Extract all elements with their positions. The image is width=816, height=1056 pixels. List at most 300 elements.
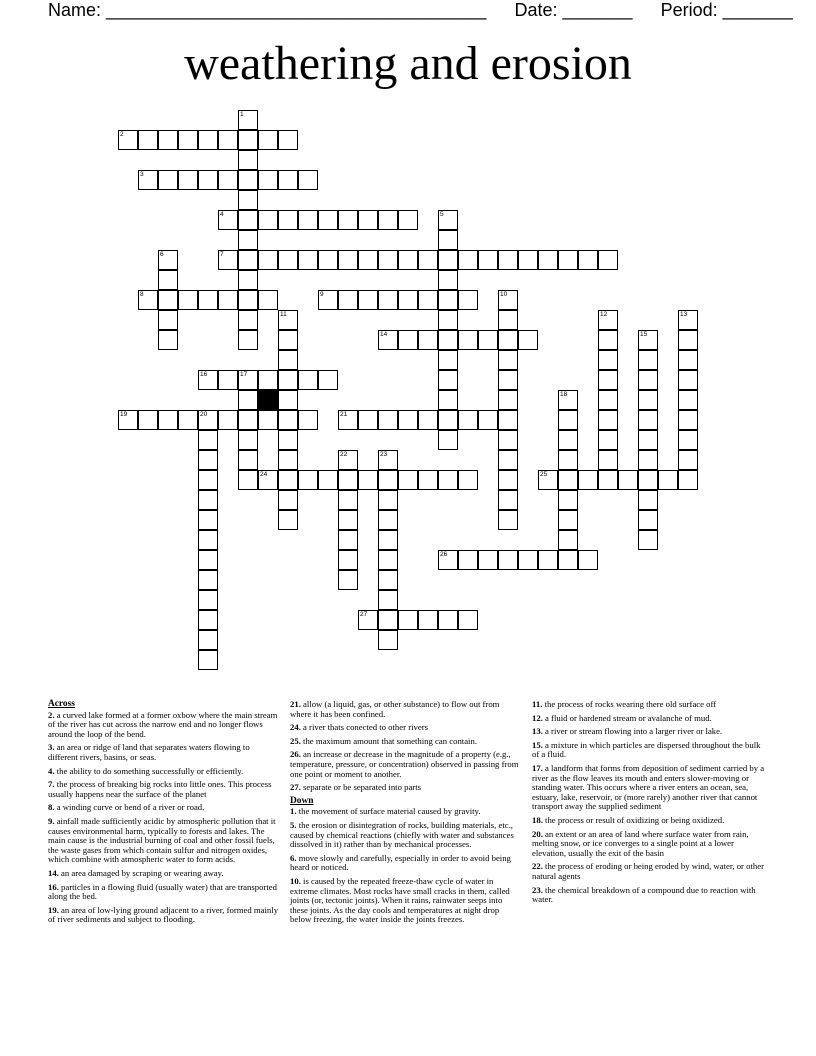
grid-cell[interactable]: [398, 470, 418, 490]
grid-cell[interactable]: [518, 550, 538, 570]
clue-text: a mixture in which particles are dispersed throughout the bulk of a fluid.: [532, 739, 761, 760]
grid-cell[interactable]: [158, 330, 178, 350]
grid-cell[interactable]: [358, 470, 378, 490]
grid-cell[interactable]: [278, 450, 298, 470]
grid-cell[interactable]: [438, 470, 458, 490]
clues-column-1: [48, 700, 280, 929]
grid-cell[interactable]: [158, 290, 178, 310]
grid-cell[interactable]: [338, 210, 358, 230]
grid-cell[interactable]: [378, 530, 398, 550]
grid-cell[interactable]: [158, 270, 178, 290]
clue-text: the ability to do something successfully or efficiently.: [54, 765, 244, 776]
down-clue: [290, 854, 522, 873]
grid-cell[interactable]: [478, 330, 498, 350]
grid-cell[interactable]: [298, 210, 318, 230]
grid-cell[interactable]: [498, 550, 518, 570]
grid-cell[interactable]: [378, 210, 398, 230]
grid-cell[interactable]: [318, 370, 338, 390]
clue-number: 9.: [48, 815, 55, 826]
clue-number: 14.: [48, 867, 59, 878]
clue-number-label: 20: [200, 411, 208, 418]
grid-cell[interactable]: [218, 410, 238, 430]
grid-cell[interactable]: [558, 430, 578, 450]
grid-cell[interactable]: [658, 470, 678, 490]
grid-cell[interactable]: [278, 330, 298, 350]
grid-cell[interactable]: [418, 290, 438, 310]
grid-cell[interactable]: [298, 170, 318, 190]
grid-cell[interactable]: [538, 550, 558, 570]
grid-cell[interactable]: [378, 510, 398, 530]
down-heading: Down: [290, 795, 314, 806]
grid-cell[interactable]: [198, 290, 218, 310]
grid-cell[interactable]: [638, 410, 658, 430]
period-field[interactable]: Period: _______: [660, 0, 793, 20]
grid-cell[interactable]: [398, 410, 418, 430]
clue-text: a river thats conected to other rivers: [300, 722, 428, 733]
grid-cell[interactable]: [678, 410, 698, 430]
grid-cell[interactable]: [518, 330, 538, 350]
grid-cell[interactable]: [198, 450, 218, 470]
down-clue: [290, 821, 522, 850]
across-clue: [48, 803, 280, 813]
clue-number: 10.: [290, 875, 301, 886]
grid-cell[interactable]: [498, 510, 518, 530]
grid-cell[interactable]: [278, 210, 298, 230]
clue-number: 21.: [290, 699, 301, 709]
grid-cell[interactable]: [278, 490, 298, 510]
clue-text: the process of rocks wearing there old surface off: [542, 699, 717, 709]
grid-cell[interactable]: [238, 190, 258, 210]
grid-cell[interactable]: [298, 250, 318, 270]
grid-cell[interactable]: [498, 350, 518, 370]
clue-number-label: 2: [120, 131, 124, 138]
grid-cell[interactable]: [438, 250, 458, 270]
grid-cell[interactable]: [538, 250, 558, 270]
down-clue: [532, 816, 768, 826]
grid-cell[interactable]: [438, 310, 458, 330]
grid-cell[interactable]: [238, 210, 258, 230]
grid-cell[interactable]: [458, 550, 478, 570]
grid-cell[interactable]: [258, 410, 278, 430]
grid-cell[interactable]: [458, 610, 478, 630]
grid-cell[interactable]: [678, 370, 698, 390]
grid-cell[interactable]: [518, 250, 538, 270]
clue-number: 1.: [290, 806, 297, 817]
grid-cell[interactable]: [598, 370, 618, 390]
across-clue: [48, 767, 280, 777]
grid-cell[interactable]: [258, 170, 278, 190]
grid-cell[interactable]: [498, 370, 518, 390]
grid-cell[interactable]: [378, 570, 398, 590]
grid-cell[interactable]: [598, 250, 618, 270]
grid-cell[interactable]: [598, 470, 618, 490]
clue-text: the process or result of oxidizing or being oxidized.: [542, 814, 725, 825]
grid-cell[interactable]: [498, 410, 518, 430]
clue-text: particles in a flowing fluid (usually water) that are transported along the bed.: [48, 881, 277, 902]
grid-cell[interactable]: [298, 370, 318, 390]
grid-cell[interactable]: [558, 530, 578, 550]
grid-cell[interactable]: [438, 370, 458, 390]
grid-cell[interactable]: [278, 370, 298, 390]
grid-cell[interactable]: [418, 330, 438, 350]
grid-cell[interactable]: [298, 410, 318, 430]
grid-cell[interactable]: [498, 490, 518, 510]
grid-cell[interactable]: [198, 430, 218, 450]
grid-cell[interactable]: [378, 250, 398, 270]
grid-cell[interactable]: [438, 230, 458, 250]
grid-cell[interactable]: [558, 470, 578, 490]
clue-number: 13.: [532, 726, 543, 737]
grid-cell[interactable]: [498, 470, 518, 490]
grid-cell[interactable]: [438, 610, 458, 630]
grid-cell[interactable]: [198, 530, 218, 550]
grid-cell[interactable]: [458, 470, 478, 490]
grid-cell[interactable]: [198, 630, 218, 650]
clue-text: an extent or an area of land where surface water from rain, melting snow, or ice converges to a single point at a lower elevation, usually the exit of the basin: [532, 828, 749, 858]
grid-cell[interactable]: [638, 510, 658, 530]
grid-cell[interactable]: [458, 250, 478, 270]
clue-number: 25.: [290, 735, 301, 746]
across-clue: [48, 817, 280, 865]
grid-cell[interactable]: [458, 330, 478, 350]
grid-cell[interactable]: [438, 330, 458, 350]
grid-cell[interactable]: [338, 490, 358, 510]
clue-number-label: 24: [260, 471, 268, 478]
across-clue: [290, 783, 522, 793]
grid-cell[interactable]: [218, 130, 238, 150]
clue-text: the erosion or disintegration of rocks, building materials, etc., caused by chemical reactions (chiefly with water and substances dissolved in it) rather than by mechanical processes.: [290, 819, 514, 850]
grid-cell[interactable]: [378, 490, 398, 510]
clue-text: move slowly and carefully, especially in order to avoid being heard or noticed.: [290, 852, 511, 873]
grid-cell[interactable]: [218, 170, 238, 190]
grid-cell[interactable]: [138, 130, 158, 150]
grid-cell[interactable]: [378, 610, 398, 630]
date-field[interactable]: Date: _______: [514, 0, 633, 20]
grid-cell[interactable]: [438, 290, 458, 310]
clue-number-label: 21: [340, 411, 348, 418]
grid-cell[interactable]: [678, 350, 698, 370]
grid-cell[interactable]: [258, 210, 278, 230]
grid-cell[interactable]: [398, 330, 418, 350]
clue-number-label: 18: [560, 391, 568, 398]
clue-number: 5.: [290, 819, 297, 830]
grid-cell[interactable]: [378, 290, 398, 310]
grid-cell[interactable]: [438, 390, 458, 410]
grid-cell[interactable]: [638, 450, 658, 470]
across-heading: Across: [48, 699, 75, 709]
down-clue: [532, 700, 768, 710]
clue-text: separate or be separated into parts: [300, 782, 421, 793]
across-clue: [290, 750, 522, 779]
grid-cell[interactable]: [198, 610, 218, 630]
grid-cell[interactable]: [498, 450, 518, 470]
grid-cell[interactable]: [258, 290, 278, 310]
grid-cell[interactable]: [358, 250, 378, 270]
grid-cell[interactable]: [238, 170, 258, 190]
across-clue: [48, 906, 280, 925]
grid-cell[interactable]: [338, 470, 358, 490]
grid-cell[interactable]: [578, 550, 598, 570]
grid-cell[interactable]: [618, 470, 638, 490]
clue-number: 22.: [532, 861, 543, 872]
clue-number-label: 9: [320, 291, 324, 298]
across-clue: [48, 711, 280, 740]
grid-cell[interactable]: [498, 250, 518, 270]
grid-cell[interactable]: [478, 410, 498, 430]
clue-number-label: 5: [440, 211, 444, 218]
grid-cell[interactable]: [458, 290, 478, 310]
grid-cell[interactable]: [298, 470, 318, 490]
grid-cell[interactable]: [198, 490, 218, 510]
clue-text: an area of low-lying ground adjacent to a river, formed mainly of river sediments and subject to flooding.: [48, 904, 279, 925]
grid-cell[interactable]: [238, 330, 258, 350]
grid-cell[interactable]: [238, 150, 258, 170]
grid-cell[interactable]: [578, 250, 598, 270]
grid-cell[interactable]: [598, 390, 618, 410]
clue-number: 24.: [290, 722, 301, 733]
grid-cell[interactable]: [198, 550, 218, 570]
grid-cell[interactable]: [378, 410, 398, 430]
grid-cell[interactable]: [558, 490, 578, 510]
grid-cell[interactable]: [278, 430, 298, 450]
grid-cell[interactable]: [278, 470, 298, 490]
grid-cell[interactable]: [338, 290, 358, 310]
clue-number: 15.: [532, 739, 543, 750]
clue-number-label: 26: [440, 551, 448, 558]
grid-cell[interactable]: [578, 470, 598, 490]
clue-number: 23.: [532, 884, 543, 895]
page-title: weathering and erosion: [184, 37, 632, 90]
clue-number-label: 3: [140, 171, 144, 178]
grid-cell[interactable]: [318, 470, 338, 490]
grid-cell[interactable]: [318, 210, 338, 230]
grid-cell[interactable]: [338, 250, 358, 270]
grid-cell[interactable]: [278, 510, 298, 530]
clue-number-label: 12: [600, 311, 608, 318]
across-clue: [48, 780, 280, 799]
grid-cell[interactable]: [238, 410, 258, 430]
grid-cell[interactable]: [278, 170, 298, 190]
grid-cell[interactable]: [198, 650, 218, 670]
clue-number-label: 22: [340, 451, 348, 458]
grid-cell[interactable]: [558, 550, 578, 570]
clue-number-label: 11: [280, 311, 287, 318]
grid-cell[interactable]: [178, 170, 198, 190]
clue-number: 20.: [532, 828, 543, 839]
grid-cell[interactable]: [338, 510, 358, 530]
grid-cell[interactable]: [198, 510, 218, 530]
clue-number: 2.: [48, 709, 55, 720]
grid-cell[interactable]: [558, 250, 578, 270]
clue-number-label: 8: [140, 291, 144, 298]
grid-cell[interactable]: [498, 430, 518, 450]
clue-number-label: 10: [500, 291, 508, 298]
grid-cell[interactable]: [438, 270, 458, 290]
grid-cell[interactable]: [238, 470, 258, 490]
across-clue: [48, 869, 280, 879]
grid-cell[interactable]: [278, 410, 298, 430]
down-clue: [532, 862, 768, 881]
grid-cell[interactable]: [158, 170, 178, 190]
grid-cell[interactable]: [418, 610, 438, 630]
clue-text: an area damaged by scraping or wearing away.: [58, 867, 224, 878]
grid-cell[interactable]: [218, 290, 238, 310]
grid-cell[interactable]: [178, 290, 198, 310]
name-field[interactable]: Name: ______________________________________: [48, 0, 487, 20]
down-clue: [532, 727, 768, 737]
grid-cell[interactable]: [418, 410, 438, 430]
grid-cell[interactable]: [638, 390, 658, 410]
grid-cell[interactable]: [338, 530, 358, 550]
grid-cell[interactable]: [158, 310, 178, 330]
clue-text: the process of breaking big rocks into little ones. This process usually happens near the surface of the planet: [48, 779, 272, 799]
grid-cell[interactable]: [678, 450, 698, 470]
grid-cell[interactable]: [438, 410, 458, 430]
grid-cell[interactable]: [178, 410, 198, 430]
grid-cell[interactable]: [198, 170, 218, 190]
down-clue: [532, 741, 768, 760]
grid-cell[interactable]: [358, 410, 378, 430]
grid-cell[interactable]: [558, 510, 578, 530]
grid-cell[interactable]: [638, 430, 658, 450]
grid-cell[interactable]: [438, 430, 458, 450]
grid-cell[interactable]: [458, 410, 478, 430]
grid-cell[interactable]: [198, 590, 218, 610]
across-clue: [48, 743, 280, 762]
grid-cell[interactable]: [498, 310, 518, 330]
down-clue: [532, 764, 768, 812]
grid-cell[interactable]: [318, 250, 338, 270]
grid-cell[interactable]: [438, 350, 458, 370]
grid-cell[interactable]: [378, 550, 398, 570]
clue-number-label: 1: [240, 111, 244, 118]
clue-number-label: 14: [380, 331, 388, 338]
grid-cell[interactable]: [258, 130, 278, 150]
grid-cell[interactable]: [378, 630, 398, 650]
grid-cell[interactable]: [678, 470, 698, 490]
grid-cell[interactable]: [338, 570, 358, 590]
clue-text: a curved lake formed at a former oxbow where the main stream of the river has cut across the narrow end and no longer flows around the loop of the bend.: [48, 709, 278, 739]
grid-cell[interactable]: [398, 210, 418, 230]
grid-cell[interactable]: [358, 210, 378, 230]
grid-cell[interactable]: [638, 470, 658, 490]
grid-cell[interactable]: [598, 450, 618, 470]
grid-cell[interactable]: [178, 130, 198, 150]
grid-cell[interactable]: [598, 410, 618, 430]
grid-cell[interactable]: [398, 290, 418, 310]
grid-cell[interactable]: [258, 370, 278, 390]
grid-cell[interactable]: [678, 430, 698, 450]
grid-cell[interactable]: [558, 410, 578, 430]
grid-cell[interactable]: [158, 410, 178, 430]
clue-number: 4.: [48, 765, 55, 776]
grid-cell[interactable]: [598, 350, 618, 370]
across-clue: [290, 700, 522, 719]
grid-cell[interactable]: [418, 250, 438, 270]
grid-cell[interactable]: [278, 130, 298, 150]
clue-number: 3.: [48, 742, 55, 753]
clue-number: 11.: [532, 699, 543, 709]
blocked-cell: [258, 390, 278, 410]
grid-cell[interactable]: [418, 470, 438, 490]
grid-cell[interactable]: [678, 390, 698, 410]
grid-cell[interactable]: [678, 330, 698, 350]
clue-text: a fluid or hardened stream or avalanche of mud.: [542, 712, 712, 723]
grid-cell[interactable]: [598, 330, 618, 350]
grid-cell[interactable]: [238, 250, 258, 270]
clue-text: the movement of surface material caused by gravity.: [296, 806, 481, 817]
grid-cell[interactable]: [158, 130, 178, 150]
clue-number: 19.: [48, 904, 59, 915]
grid-cell[interactable]: [278, 350, 298, 370]
clue-text: a river or stream flowing into a larger river or lake.: [542, 726, 723, 737]
grid-cell[interactable]: [238, 450, 258, 470]
grid-cell[interactable]: [238, 310, 258, 330]
grid-cell[interactable]: [638, 490, 658, 510]
down-clue: [532, 830, 768, 859]
grid-cell[interactable]: [278, 390, 298, 410]
grid-cell[interactable]: [558, 450, 578, 470]
grid-cell[interactable]: [198, 470, 218, 490]
clue-number-label: 13: [680, 311, 688, 318]
grid-cell[interactable]: [498, 390, 518, 410]
clue-text: ainfall made sufficiently acidic by atmospheric pollution that it causes environmental harm, typically to forests and lakes. The main cause is the industrial burning of coal and other fossil fuels, the waste gases from which contain sulfur and nitrogen oxides, which combine with atmospheric water to form acids.: [48, 815, 276, 865]
grid-cell[interactable]: [478, 250, 498, 270]
grid-cell[interactable]: [258, 250, 278, 270]
grid-cell[interactable]: [598, 430, 618, 450]
grid-cell[interactable]: [638, 370, 658, 390]
across-clue: [48, 883, 280, 902]
clue-text: the process of eroding or being eroded by wind, water, or other natural agents: [532, 861, 764, 881]
down-clue: [290, 877, 522, 925]
grid-cell[interactable]: [278, 250, 298, 270]
clue-text: an increase or decrease in the magnitude of a property (e.g., temperature, pressure, or concentration) observed in passing from one point or moment to another.: [290, 749, 519, 779]
clue-number-label: 16: [200, 371, 208, 378]
grid-cell[interactable]: [378, 470, 398, 490]
clue-text: the maximum amount that something can contain.: [300, 735, 477, 746]
grid-cell[interactable]: [498, 330, 518, 350]
grid-cell[interactable]: [638, 350, 658, 370]
grid-cell[interactable]: [238, 230, 258, 250]
down-clue: [532, 714, 768, 724]
clue-number-label: 19: [120, 411, 128, 418]
grid-cell[interactable]: [238, 430, 258, 450]
grid-cell[interactable]: [238, 130, 258, 150]
grid-cell[interactable]: [378, 590, 398, 610]
grid-cell[interactable]: [238, 270, 258, 290]
grid-cell[interactable]: [398, 610, 418, 630]
clue-number-label: 25: [540, 471, 548, 478]
grid-cell[interactable]: [138, 410, 158, 430]
grid-cell[interactable]: [358, 290, 378, 310]
grid-cell[interactable]: [638, 530, 658, 550]
grid-cell[interactable]: [398, 250, 418, 270]
clue-number-label: 15: [640, 331, 648, 338]
grid-cell[interactable]: [238, 290, 258, 310]
clue-text: is caused by the repeated freeze-thaw cycle of water in extreme climates. Most rocks have small cracks in them, called joints (or, tectonic joints). When it rains, rainwater seeps into these joints. As the day cools and temperatures at night drop below freezing, the water inside the joints freezes.: [290, 875, 510, 925]
grid-cell[interactable]: [198, 570, 218, 590]
grid-cell[interactable]: [338, 550, 358, 570]
clue-number-label: 17: [240, 371, 248, 378]
grid-cell[interactable]: [218, 370, 238, 390]
clue-text: the chemical breakdown of a compound due to reaction with water.: [532, 884, 756, 905]
clue-number-label: 23: [380, 451, 388, 458]
grid-cell[interactable]: [238, 390, 258, 410]
clue-number: 17.: [532, 762, 543, 773]
grid-cell[interactable]: [478, 550, 498, 570]
grid-cell[interactable]: [198, 130, 218, 150]
clue-number: 7.: [48, 779, 55, 790]
